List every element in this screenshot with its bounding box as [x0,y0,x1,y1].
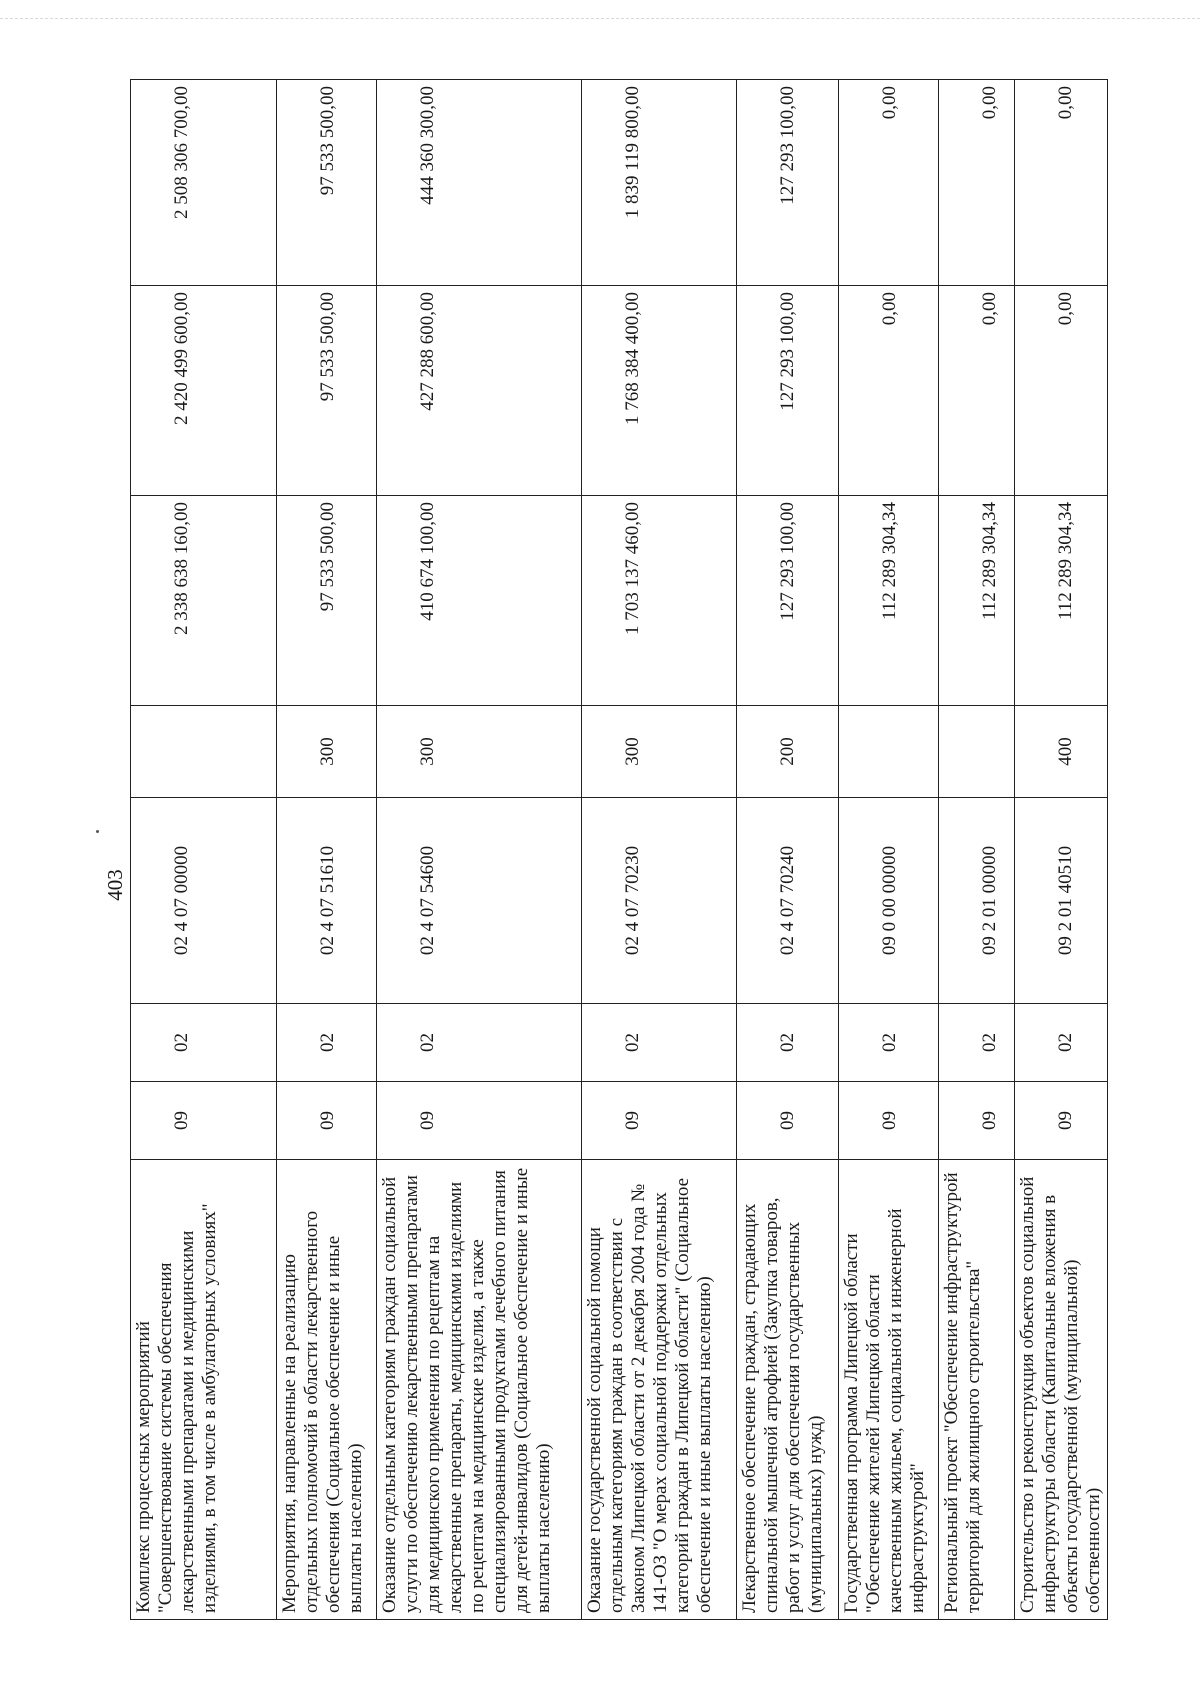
row-name-cell: Оказание государственной социальной помощи отдельным категориям граждан в соответствии с Законом Липецкой области от 2 декабря 2004 года № 141-ОЗ "О мерах социальной поддержки отдельных категорий граждан в Липецкой области" (Социальное обеспечение и иные выплаты населению) [582,1160,737,1620]
expense-type-cell [939,706,1015,798]
ministry-code-cell: 09 [1015,1082,1108,1160]
row-name-cell: Государственная программа Липецкой области "Обеспечение жителей Липецкой области качественным жильем, социальной и инженерной инфраструктурой" [839,1160,939,1620]
amount-2026-cell: 0,00 [839,80,939,286]
table-row [377,80,582,1620]
amount-2024-cell: 1 703 137 460,00 [582,496,737,706]
expense-type-cell: 300 [582,706,737,798]
section-code-cell: 02 [737,1004,839,1082]
target-article-cell: 09 2 01 00000 [939,798,1015,1004]
row-name-cell: Строительство и реконструкция объектов социальной инфраструктуры области (Капитальные вложения в объекты государственной (муниципальной) собственности) [1015,1160,1108,1620]
target-article-cell: 02 4 07 51610 [277,798,377,1004]
amount-2025-cell: 97 533 500,00 [277,286,377,496]
target-article-cell: 09 2 01 40510 [1015,798,1108,1004]
table-row [277,80,377,1620]
amount-2024-cell: 112 289 304,34 [939,496,1015,706]
amount-2024-cell: 112 289 304,34 [839,496,939,706]
amount-2025-cell: 127 293 100,00 [737,286,839,496]
amount-2024-cell: 410 674 100,00 [377,496,582,706]
amount-2026-cell: 444 360 300,00 [377,80,582,286]
amount-2026-cell: 0,00 [1015,80,1108,286]
target-article-cell: 02 4 07 54600 [377,798,582,1004]
budget-table-page [130,80,1104,1620]
page-number: 403 [103,869,127,901]
expense-type-cell: 300 [277,706,377,798]
table-row [939,80,1015,1620]
table-row [839,80,939,1620]
row-name-cell: Комплекс процессных мероприятий "Совершенствование системы обеспечения лекарственными препаратами и медицинскими изделиями, в том числе в амбулаторных условиях" [131,1160,277,1620]
ministry-code-cell: 09 [939,1082,1015,1160]
section-code-cell: 02 [939,1004,1015,1082]
section-code-cell: 02 [131,1004,277,1082]
section-code-cell: 02 [377,1004,582,1082]
table-row [582,80,737,1620]
amount-2024-cell: 127 293 100,00 [737,496,839,706]
expense-type-cell: 400 [1015,706,1108,798]
amount-2024-cell: 2 338 638 160,00 [131,496,277,706]
scan-speck [96,830,99,833]
ministry-code-cell: 09 [737,1082,839,1160]
budget-table [130,79,1108,1620]
row-name-cell: Лекарственное обеспечение граждан, страдающих спинальной мышечной атрофией (Закупка товаров, работ и услуг для обеспечения государственных (муниципальных) нужд) [737,1160,839,1620]
amount-2026-cell: 127 293 100,00 [737,80,839,286]
budget-table-body [131,80,1108,1620]
expense-type-cell: 200 [737,706,839,798]
ministry-code-cell: 09 [277,1082,377,1160]
ministry-code-cell: 09 [131,1082,277,1160]
expense-type-cell: 300 [377,706,582,798]
ministry-code-cell: 09 [377,1082,582,1160]
amount-2025-cell: 0,00 [939,286,1015,496]
expense-type-cell [131,706,277,798]
ministry-code-cell: 09 [839,1082,939,1160]
amount-2026-cell: 0,00 [939,80,1015,286]
section-code-cell: 02 [1015,1004,1108,1082]
amount-2025-cell: 427 288 600,00 [377,286,582,496]
row-name-cell: Региональный проект "Обеспечение инфраструктурой территорий для жилищного строительства" [939,1160,1015,1620]
section-code-cell: 02 [582,1004,737,1082]
row-name-cell: Оказание отдельным категориям граждан социальной услуги по обеспечению лекарственными препаратами для медицинского применения по рецептам на лекарственные препараты, медицинскими изделиями по рецептам на медицинские изделия, а также специализированными продуктами лечебного питания для детей-инвалидов (Социальное обеспечение и иные выплаты населению) [377,1160,582,1620]
amount-2026-cell: 97 533 500,00 [277,80,377,286]
amount-2024-cell: 112 289 304,34 [1015,496,1108,706]
amount-2026-cell: 1 839 119 800,00 [582,80,737,286]
target-article-cell: 02 4 07 00000 [131,798,277,1004]
row-name-cell: Мероприятия, направленные на реализацию отдельных полномочий в области лекарственного обеспечения (Социальное обеспечение и иные выплаты населению) [277,1160,377,1620]
amount-2025-cell: 1 768 384 400,00 [582,286,737,496]
ministry-code-cell: 09 [582,1082,737,1160]
target-article-cell: 02 4 07 70230 [582,798,737,1004]
amount-2025-cell: 0,00 [839,286,939,496]
expense-type-cell [839,706,939,798]
amount-2025-cell: 0,00 [1015,286,1108,496]
table-row [1015,80,1108,1620]
scan-edge-line [0,18,1200,19]
section-code-cell: 02 [277,1004,377,1082]
amount-2026-cell: 2 508 306 700,00 [131,80,277,286]
amount-2025-cell: 2 420 499 600,00 [131,286,277,496]
target-article-cell: 09 0 00 00000 [839,798,939,1004]
section-code-cell: 02 [839,1004,939,1082]
table-row [131,80,277,1620]
table-row [737,80,839,1620]
target-article-cell: 02 4 07 70240 [737,798,839,1004]
amount-2024-cell: 97 533 500,00 [277,496,377,706]
